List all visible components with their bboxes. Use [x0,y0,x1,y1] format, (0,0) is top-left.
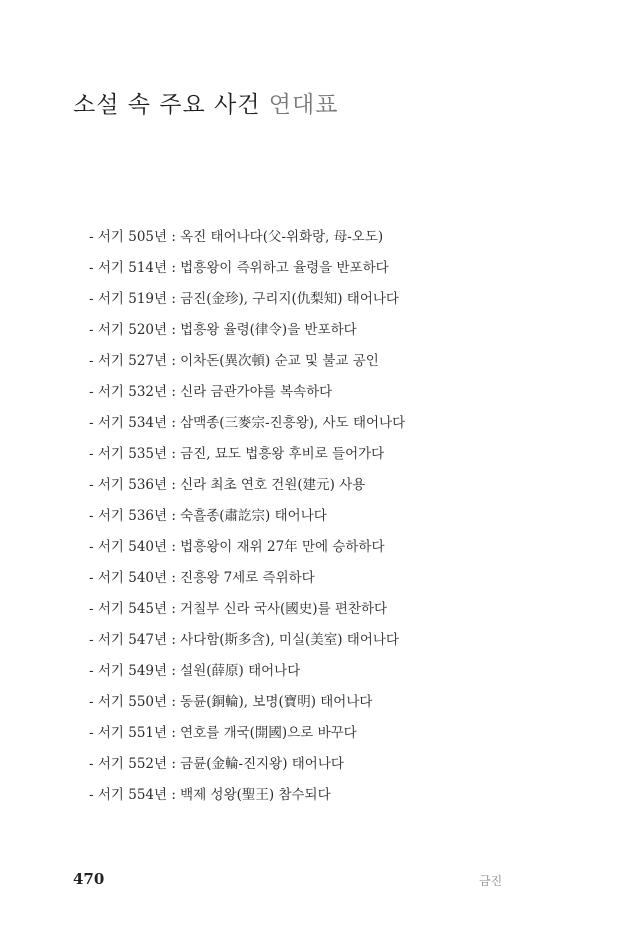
page-title [73,86,338,119]
page-title-tail: 연대표 [268,92,339,118]
running-footer-section: 금진 [479,874,503,888]
timeline-entry: - 서기 520년 : 법흥왕 율령(律令)을 반포하다 [89,322,357,338]
timeline-entry: - 서기 540년 : 진흥왕 7세로 즉위하다 [89,570,315,586]
timeline-entry: - 서기 551년 : 연호를 개국(開國)으로 바꾸다 [89,725,357,741]
timeline-entry: - 서기 545년 : 거칠부 신라 국사(國史)를 편찬하다 [89,601,388,617]
timeline-entry: - 서기 550년 : 동륜(銅輪), 보명(寶明) 태어나다 [89,694,373,710]
timeline-entry: - 서기 519년 : 금진(金珍), 구리지(仇梨知) 태어나다 [89,291,399,307]
timeline-entry: - 서기 527년 : 이차돈(異次頓) 순교 및 불교 공인 [89,353,379,369]
timeline-entry: - 서기 505년 : 옥진 태어나다(父-위화랑, 母-오도) [89,229,384,245]
timeline-entry: - 서기 549년 : 설원(薛原) 태어나다 [89,663,301,679]
timeline-entry: - 서기 540년 : 법흥왕이 재위 27年 만에 승하하다 [89,539,385,555]
timeline-entry: - 서기 534년 : 삼맥종(三麥宗-진흥왕), 사도 태어나다 [89,415,406,431]
timeline-entry: - 서기 536년 : 신라 최초 연호 건원(建元) 사용 [89,477,366,493]
page-number: 470 [73,870,105,888]
timeline-entry: - 서기 532년 : 신라 금관가야를 복속하다 [89,384,333,400]
event-timeline-list [89,222,405,811]
timeline-entry: - 서기 547년 : 사다함(斯多含), 미실(美室) 태어나다 [89,632,399,648]
timeline-entry: - 서기 554년 : 백제 성왕(聖王) 참수되다 [89,787,331,803]
timeline-entry: - 서기 536년 : 숙흘종(肅訖宗) 태어나다 [89,508,327,524]
timeline-entry: - 서기 535년 : 금진, 묘도 법흥왕 후비로 들어가다 [89,446,385,462]
page-title-main: 소설 속 주요 사건 [73,92,269,118]
timeline-entry: - 서기 552년 : 금륜(金輪-진지왕) 태어나다 [89,756,344,772]
timeline-entry: - 서기 514년 : 법흥왕이 즉위하고 율령을 반포하다 [89,260,389,276]
